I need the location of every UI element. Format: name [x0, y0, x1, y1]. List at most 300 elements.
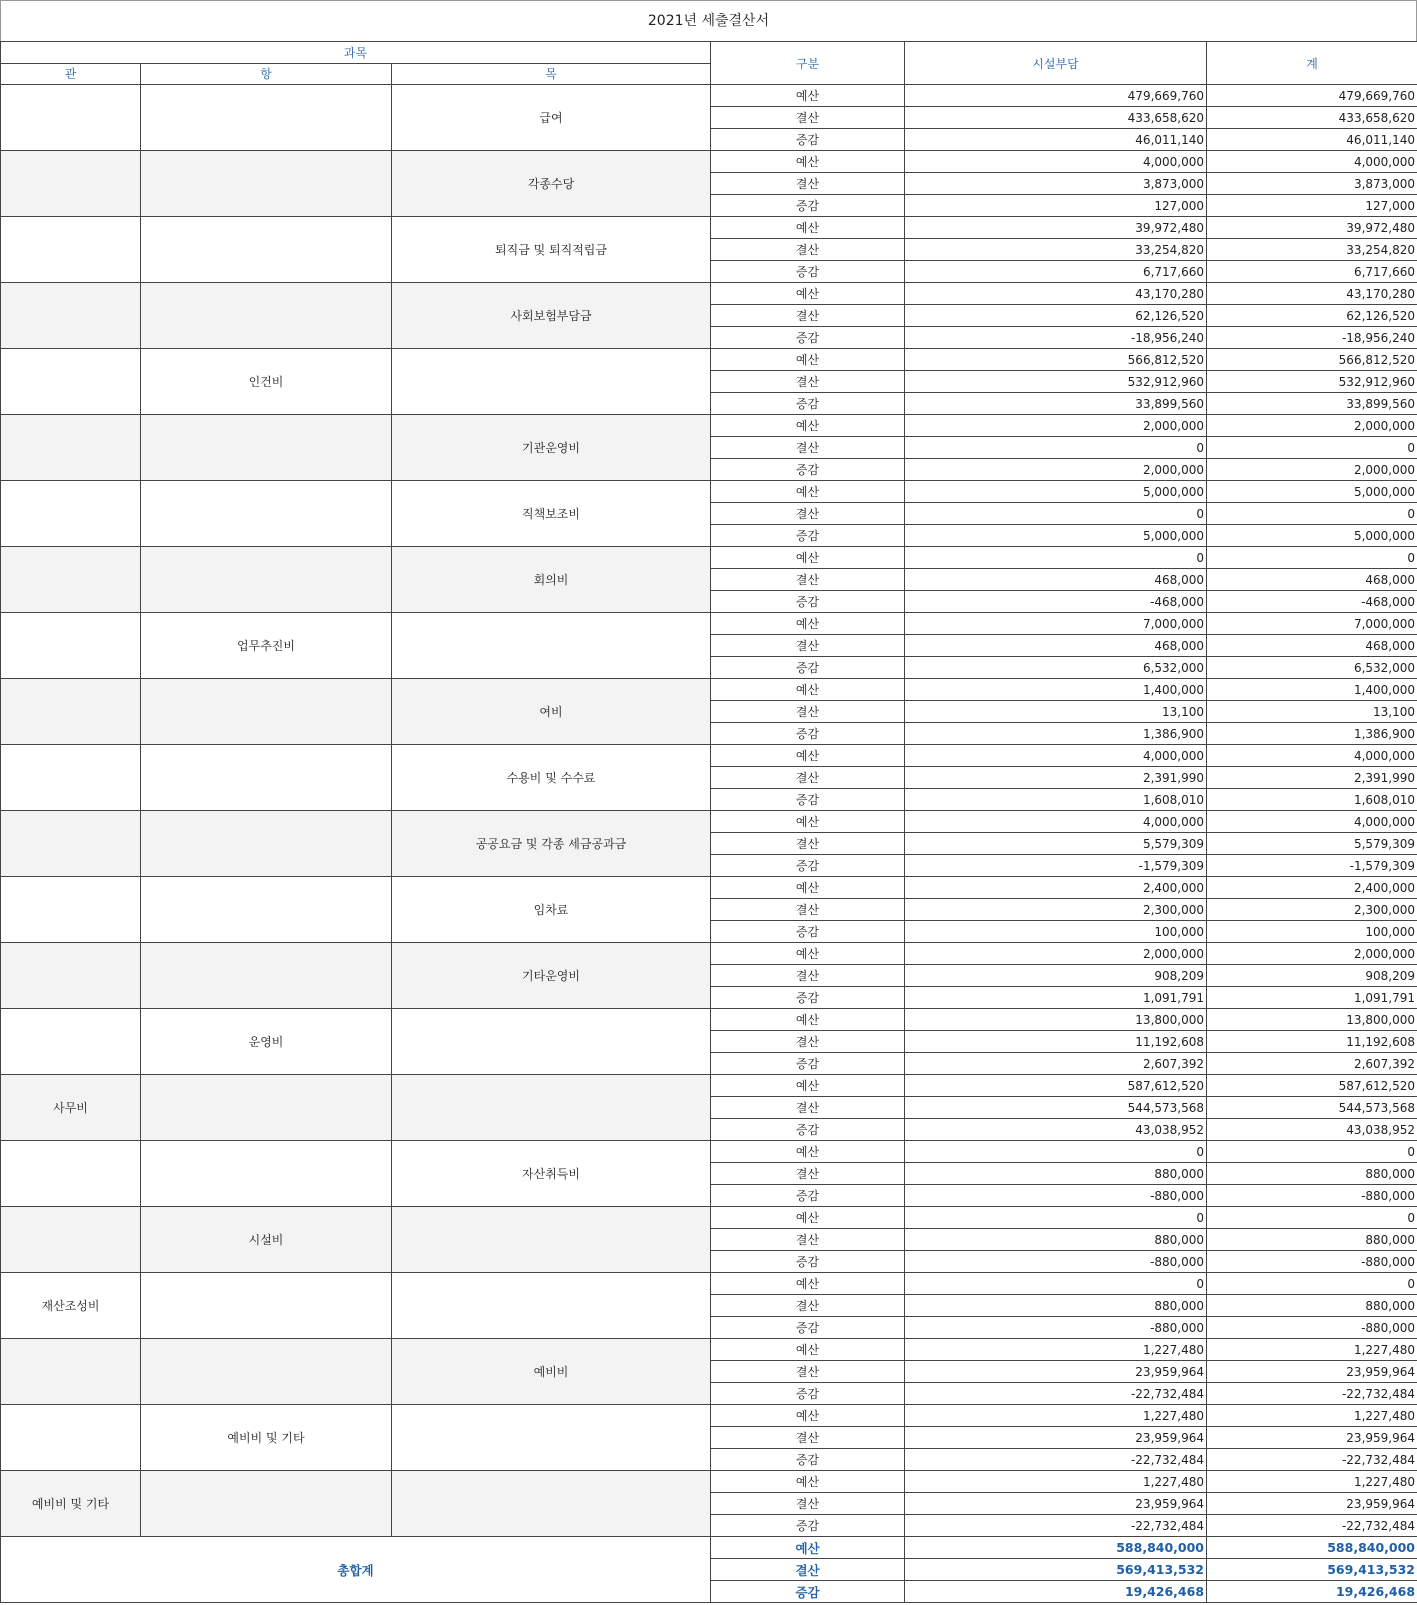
cell-total: -22,732,484	[1207, 1383, 1417, 1405]
cell-mok: 회의비	[392, 547, 711, 613]
cell-gwan: 사무비	[1, 1075, 141, 1141]
cell-total: 2,300,000	[1207, 899, 1417, 921]
cell-gubun: 결산	[711, 1031, 905, 1053]
cell-hang	[141, 547, 392, 613]
cell-mok: 직책보조비	[392, 481, 711, 547]
cell-total: 7,000,000	[1207, 613, 1417, 635]
cell-mok: 퇴직금 및 퇴직적립금	[392, 217, 711, 283]
cell-facility: 2,607,392	[905, 1053, 1207, 1075]
cell-facility: 100,000	[905, 921, 1207, 943]
cell-facility: -468,000	[905, 591, 1207, 613]
cell-gwan	[1, 283, 141, 349]
cell-gubun: 증감	[711, 591, 905, 613]
cell-gubun: 예산	[711, 1009, 905, 1031]
table-row	[1, 1273, 1417, 1295]
cell-total: -1,579,309	[1207, 855, 1417, 877]
table-body	[1, 85, 1417, 1603]
cell-gubun: 증감	[711, 1119, 905, 1141]
cell-facility: 1,386,900	[905, 723, 1207, 745]
cell-total: 2,000,000	[1207, 415, 1417, 437]
cell-gubun: 결산	[711, 371, 905, 393]
cell-facility: 908,209	[905, 965, 1207, 987]
cell-gubun: 증감	[711, 1449, 905, 1471]
cell-facility: 43,038,952	[905, 1119, 1207, 1141]
cell-gwan	[1, 349, 141, 415]
cell-facility: 1,227,480	[905, 1471, 1207, 1493]
cell-facility: 13,800,000	[905, 1009, 1207, 1031]
cell-facility: 2,400,000	[905, 877, 1207, 899]
cell-gubun: 예산	[711, 415, 905, 437]
table-row	[1, 1405, 1417, 1427]
cell-mok: 급여	[392, 85, 711, 151]
table-row	[1, 217, 1417, 239]
table-row	[1, 1075, 1417, 1097]
grand-total-row	[1, 1537, 1417, 1559]
cell-gwan	[1, 547, 141, 613]
cell-total: 2,391,990	[1207, 767, 1417, 789]
cell-gubun: 예산	[711, 943, 905, 965]
table-row	[1, 1207, 1417, 1229]
cell-total: 0	[1207, 437, 1417, 459]
cell-hang	[141, 1141, 392, 1207]
cell-gubun: 증감	[711, 921, 905, 943]
cell-gubun: 증감	[711, 1317, 905, 1339]
table-row	[1, 151, 1417, 173]
table-row	[1, 1339, 1417, 1361]
cell-mok	[392, 1009, 711, 1075]
cell-total: 908,209	[1207, 965, 1417, 987]
cell-hang	[141, 1075, 392, 1141]
cell-facility: 880,000	[905, 1295, 1207, 1317]
cell-gubun: 예산	[711, 1339, 905, 1361]
cell-gwan	[1, 1207, 141, 1273]
cell-mok	[392, 1273, 711, 1339]
cell-facility: 569,413,532	[905, 1559, 1207, 1581]
cell-total: 23,959,964	[1207, 1493, 1417, 1515]
cell-total: -22,732,484	[1207, 1515, 1417, 1537]
cell-gubun: 증감	[711, 261, 905, 283]
cell-facility: 2,000,000	[905, 459, 1207, 481]
cell-gubun: 결산	[711, 1559, 905, 1581]
header-gwamok: 과목	[1, 42, 711, 64]
cell-mok: 기타운영비	[392, 943, 711, 1009]
cell-facility: 4,000,000	[905, 151, 1207, 173]
cell-facility: 0	[905, 437, 1207, 459]
cell-gubun: 결산	[711, 1361, 905, 1383]
cell-gubun: 예산	[711, 1075, 905, 1097]
cell-facility: 5,000,000	[905, 481, 1207, 503]
cell-facility: 23,959,964	[905, 1361, 1207, 1383]
cell-total: 2,000,000	[1207, 459, 1417, 481]
cell-total: 23,959,964	[1207, 1361, 1417, 1383]
cell-gubun: 예산	[711, 745, 905, 767]
cell-facility: 1,227,480	[905, 1339, 1207, 1361]
cell-facility: 1,400,000	[905, 679, 1207, 701]
cell-total: 2,400,000	[1207, 877, 1417, 899]
cell-hang: 업무추진비	[141, 613, 392, 679]
cell-gubun: 결산	[711, 701, 905, 723]
cell-total: 43,038,952	[1207, 1119, 1417, 1141]
cell-total: 33,254,820	[1207, 239, 1417, 261]
cell-total: 100,000	[1207, 921, 1417, 943]
cell-total: 5,579,309	[1207, 833, 1417, 855]
cell-total: 4,000,000	[1207, 745, 1417, 767]
cell-total: -468,000	[1207, 591, 1417, 613]
cell-gubun: 결산	[711, 1295, 905, 1317]
cell-gubun: 결산	[711, 437, 905, 459]
cell-mok: 기관운영비	[392, 415, 711, 481]
cell-gwan	[1, 613, 141, 679]
cell-hang	[141, 943, 392, 1009]
cell-facility: 19,426,468	[905, 1581, 1207, 1603]
cell-gwan	[1, 877, 141, 943]
cell-facility: 2,000,000	[905, 943, 1207, 965]
cell-hang	[141, 877, 392, 943]
cell-facility: 479,669,760	[905, 85, 1207, 107]
cell-facility: -18,956,240	[905, 327, 1207, 349]
cell-total: 6,532,000	[1207, 657, 1417, 679]
cell-mok	[392, 1207, 711, 1273]
cell-gubun: 예산	[711, 481, 905, 503]
cell-gubun: 예산	[711, 1273, 905, 1295]
cell-gubun: 증감	[711, 789, 905, 811]
cell-mok: 수용비 및 수수료	[392, 745, 711, 811]
cell-gubun: 예산	[711, 1141, 905, 1163]
cell-gubun: 증감	[711, 1581, 905, 1603]
cell-total: 62,126,520	[1207, 305, 1417, 327]
cell-gubun: 예산	[711, 1207, 905, 1229]
cell-facility: -880,000	[905, 1251, 1207, 1273]
cell-facility: -22,732,484	[905, 1383, 1207, 1405]
table-row	[1, 349, 1417, 371]
cell-total: 13,100	[1207, 701, 1417, 723]
cell-facility: 566,812,520	[905, 349, 1207, 371]
table-row	[1, 1141, 1417, 1163]
cell-gwan	[1, 1141, 141, 1207]
cell-mok	[392, 1405, 711, 1471]
cell-facility: 433,658,620	[905, 107, 1207, 129]
cell-total: 127,000	[1207, 195, 1417, 217]
cell-total: 6,717,660	[1207, 261, 1417, 283]
cell-facility: 0	[905, 1273, 1207, 1295]
cell-total: 0	[1207, 1207, 1417, 1229]
cell-hang	[141, 151, 392, 217]
cell-facility: -1,579,309	[905, 855, 1207, 877]
table-row	[1, 679, 1417, 701]
header-total: 계	[1207, 42, 1417, 85]
cell-facility: 23,959,964	[905, 1493, 1207, 1515]
cell-total: 880,000	[1207, 1229, 1417, 1251]
cell-total: 880,000	[1207, 1295, 1417, 1317]
cell-gubun: 증감	[711, 393, 905, 415]
table-row	[1, 1471, 1417, 1493]
cell-hang	[141, 1339, 392, 1405]
cell-gwan	[1, 1009, 141, 1075]
cell-hang	[141, 481, 392, 547]
cell-gubun: 결산	[711, 635, 905, 657]
cell-hang	[141, 811, 392, 877]
cell-gubun: 결산	[711, 173, 905, 195]
cell-gubun: 결산	[711, 1229, 905, 1251]
cell-total: 33,899,560	[1207, 393, 1417, 415]
cell-gwan	[1, 151, 141, 217]
cell-mok	[392, 1471, 711, 1537]
cell-gubun: 결산	[711, 965, 905, 987]
cell-gubun: 결산	[711, 107, 905, 129]
cell-gubun: 예산	[711, 547, 905, 569]
table-row	[1, 745, 1417, 767]
cell-gwan	[1, 1405, 141, 1471]
cell-gubun: 결산	[711, 1493, 905, 1515]
cell-mok: 사회보험부담금	[392, 283, 711, 349]
cell-facility: 13,100	[905, 701, 1207, 723]
cell-gwan	[1, 1339, 141, 1405]
cell-facility: 23,959,964	[905, 1427, 1207, 1449]
cell-gubun: 결산	[711, 503, 905, 525]
cell-gubun: 증감	[711, 195, 905, 217]
cell-gwan: 예비비 및 기타	[1, 1471, 141, 1537]
table-row	[1, 415, 1417, 437]
cell-total: 23,959,964	[1207, 1427, 1417, 1449]
cell-total: 1,227,480	[1207, 1339, 1417, 1361]
cell-gubun: 결산	[711, 833, 905, 855]
cell-hang	[141, 415, 392, 481]
cell-facility: -22,732,484	[905, 1515, 1207, 1537]
cell-facility: 6,717,660	[905, 261, 1207, 283]
cell-gubun: 증감	[711, 1251, 905, 1273]
cell-gubun: 결산	[711, 767, 905, 789]
cell-facility: 6,532,000	[905, 657, 1207, 679]
cell-gubun: 예산	[711, 1405, 905, 1427]
cell-total: 5,000,000	[1207, 481, 1417, 503]
cell-gubun: 예산	[711, 151, 905, 173]
cell-hang	[141, 679, 392, 745]
cell-total: -22,732,484	[1207, 1449, 1417, 1471]
cell-gubun: 결산	[711, 305, 905, 327]
header-facility: 시설부담	[905, 42, 1207, 85]
cell-facility: 5,579,309	[905, 833, 1207, 855]
cell-facility: 4,000,000	[905, 745, 1207, 767]
cell-total: 1,608,010	[1207, 789, 1417, 811]
cell-hang	[141, 85, 392, 151]
cell-facility: 588,840,000	[905, 1537, 1207, 1559]
cell-gubun: 증감	[711, 657, 905, 679]
cell-gubun: 결산	[711, 239, 905, 261]
cell-facility: 468,000	[905, 635, 1207, 657]
cell-facility: 880,000	[905, 1163, 1207, 1185]
cell-total: 0	[1207, 547, 1417, 569]
cell-total: 880,000	[1207, 1163, 1417, 1185]
cell-mok: 자산취득비	[392, 1141, 711, 1207]
cell-gwan	[1, 217, 141, 283]
cell-gubun: 결산	[711, 569, 905, 591]
cell-facility: 1,608,010	[905, 789, 1207, 811]
table-row	[1, 1009, 1417, 1031]
cell-facility: 43,170,280	[905, 283, 1207, 305]
cell-total: 2,000,000	[1207, 943, 1417, 965]
cell-hang	[141, 1273, 392, 1339]
cell-gwan	[1, 745, 141, 811]
cell-total: 46,011,140	[1207, 129, 1417, 151]
cell-total: 43,170,280	[1207, 283, 1417, 305]
cell-total: 1,227,480	[1207, 1471, 1417, 1493]
cell-facility: -880,000	[905, 1185, 1207, 1207]
page-title: 2021년 세출결산서	[0, 0, 1417, 42]
header-gwan: 관	[1, 63, 141, 85]
cell-hang	[141, 283, 392, 349]
cell-total: 4,000,000	[1207, 811, 1417, 833]
cell-total: 544,573,568	[1207, 1097, 1417, 1119]
cell-gwan	[1, 679, 141, 745]
cell-total: 569,413,532	[1207, 1559, 1417, 1581]
cell-total: 1,400,000	[1207, 679, 1417, 701]
cell-total: 433,658,620	[1207, 107, 1417, 129]
table-row	[1, 943, 1417, 965]
cell-gubun: 예산	[711, 1471, 905, 1493]
cell-total: 2,607,392	[1207, 1053, 1417, 1075]
cell-gwan	[1, 481, 141, 547]
cell-facility: 4,000,000	[905, 811, 1207, 833]
cell-gubun: 증감	[711, 525, 905, 547]
cell-gwan	[1, 943, 141, 1009]
cell-hang	[141, 745, 392, 811]
cell-gubun: 증감	[711, 855, 905, 877]
cell-hang	[141, 217, 392, 283]
cell-gubun: 증감	[711, 129, 905, 151]
cell-total: 532,912,960	[1207, 371, 1417, 393]
cell-gubun: 예산	[711, 877, 905, 899]
cell-facility: 0	[905, 547, 1207, 569]
cell-facility: 1,091,791	[905, 987, 1207, 1009]
cell-facility: 532,912,960	[905, 371, 1207, 393]
header-gubun: 구분	[711, 42, 905, 85]
cell-gubun: 예산	[711, 283, 905, 305]
cell-facility: 2,391,990	[905, 767, 1207, 789]
table-row	[1, 283, 1417, 305]
header-hang: 항	[141, 63, 392, 85]
cell-total: 587,612,520	[1207, 1075, 1417, 1097]
table-row	[1, 481, 1417, 503]
cell-gubun: 증감	[711, 987, 905, 1009]
cell-gubun: 증감	[711, 1383, 905, 1405]
table-row	[1, 811, 1417, 833]
cell-facility: 0	[905, 1141, 1207, 1163]
cell-gubun: 증감	[711, 1185, 905, 1207]
cell-total: 468,000	[1207, 569, 1417, 591]
cell-gubun: 증감	[711, 327, 905, 349]
cell-facility: 33,899,560	[905, 393, 1207, 415]
cell-gubun: 예산	[711, 811, 905, 833]
cell-gwan	[1, 811, 141, 877]
cell-mok	[392, 349, 711, 415]
table-row	[1, 613, 1417, 635]
cell-total: 39,972,480	[1207, 217, 1417, 239]
cell-total: 588,840,000	[1207, 1537, 1417, 1559]
cell-total: 11,192,608	[1207, 1031, 1417, 1053]
cell-mok	[392, 1075, 711, 1141]
cell-facility: 127,000	[905, 195, 1207, 217]
cell-total: 0	[1207, 503, 1417, 525]
cell-gwan	[1, 415, 141, 481]
cell-gubun: 증감	[711, 459, 905, 481]
cell-facility: 39,972,480	[905, 217, 1207, 239]
cell-gubun: 결산	[711, 1427, 905, 1449]
cell-facility: 7,000,000	[905, 613, 1207, 635]
cell-mok: 임차료	[392, 877, 711, 943]
cell-facility: 468,000	[905, 569, 1207, 591]
cell-hang: 예비비 및 기타	[141, 1405, 392, 1471]
cell-gubun: 결산	[711, 899, 905, 921]
cell-gubun: 예산	[711, 1537, 905, 1559]
cell-total: 1,091,791	[1207, 987, 1417, 1009]
header-mok: 목	[392, 63, 711, 85]
cell-total: 1,386,900	[1207, 723, 1417, 745]
cell-total: 0	[1207, 1141, 1417, 1163]
cell-facility: -22,732,484	[905, 1449, 1207, 1471]
table-row	[1, 547, 1417, 569]
cell-total: 5,000,000	[1207, 525, 1417, 547]
cell-total: 1,227,480	[1207, 1405, 1417, 1427]
cell-total: 3,873,000	[1207, 173, 1417, 195]
cell-facility: -880,000	[905, 1317, 1207, 1339]
table-row	[1, 877, 1417, 899]
cell-total: -18,956,240	[1207, 327, 1417, 349]
cell-facility: 62,126,520	[905, 305, 1207, 327]
cell-gubun: 예산	[711, 85, 905, 107]
cell-gubun: 증감	[711, 723, 905, 745]
cell-facility: 3,873,000	[905, 173, 1207, 195]
cell-hang	[141, 1471, 392, 1537]
cell-hang: 운영비	[141, 1009, 392, 1075]
cell-mok: 예비비	[392, 1339, 711, 1405]
cell-total: -880,000	[1207, 1185, 1417, 1207]
expenditure-table	[0, 41, 1417, 1603]
cell-gubun: 결산	[711, 1097, 905, 1119]
cell-mok: 각종수당	[392, 151, 711, 217]
cell-facility: 544,573,568	[905, 1097, 1207, 1119]
cell-total: 0	[1207, 1273, 1417, 1295]
grand-total-label: 총합계	[1, 1537, 711, 1603]
cell-hang: 인건비	[141, 349, 392, 415]
cell-gubun: 예산	[711, 217, 905, 239]
cell-facility: 880,000	[905, 1229, 1207, 1251]
cell-total: -880,000	[1207, 1317, 1417, 1339]
cell-facility: 46,011,140	[905, 129, 1207, 151]
cell-mok	[392, 613, 711, 679]
cell-total: 4,000,000	[1207, 151, 1417, 173]
cell-total: 479,669,760	[1207, 85, 1417, 107]
cell-gubun: 예산	[711, 613, 905, 635]
cell-gubun: 예산	[711, 679, 905, 701]
cell-total: 13,800,000	[1207, 1009, 1417, 1031]
cell-gubun: 결산	[711, 1163, 905, 1185]
cell-gwan	[1, 85, 141, 151]
cell-mok: 여비	[392, 679, 711, 745]
cell-total: 468,000	[1207, 635, 1417, 657]
cell-facility: 2,300,000	[905, 899, 1207, 921]
cell-facility: 2,000,000	[905, 415, 1207, 437]
cell-facility: 1,227,480	[905, 1405, 1207, 1427]
cell-mok: 공공요금 및 각종 세금공과금	[392, 811, 711, 877]
cell-facility: 0	[905, 503, 1207, 525]
cell-total: 566,812,520	[1207, 349, 1417, 371]
table-row	[1, 85, 1417, 107]
cell-gubun: 증감	[711, 1053, 905, 1075]
cell-facility: 587,612,520	[905, 1075, 1207, 1097]
cell-facility: 0	[905, 1207, 1207, 1229]
cell-facility: 11,192,608	[905, 1031, 1207, 1053]
cell-total: 19,426,468	[1207, 1581, 1417, 1603]
